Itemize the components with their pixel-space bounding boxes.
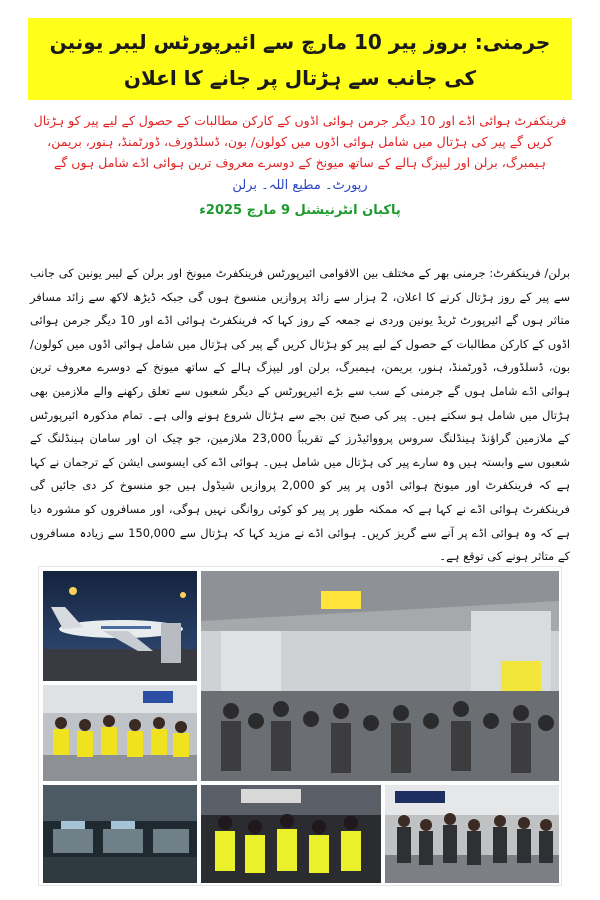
article-body: برلن/ فرینکفرٹ: جرمنی بھر کے مختلف بین الاقوامی ائیرپورٹس فرینکفرٹ میونخ اور برلن کے لیبر یونین کی جانب سے پیر کے روز ہڑتال کرنے کا اعلان، 2 ہزار سے زائد پروازیں منسوخ ہوں گی جبکہ ڈیڑھ لاکھ سے زائد مسافر متاثر ہوں گے ائیرپورٹ ٹریڈ یونین وردی نے جمعہ کے روز کہا کہ فرینکفرٹ ہوائی اڈے اور 10 دیگر جرمن ہوائی اڈوں کے کارکن مطالبات کے حصول کے لیے پیر کو ہڑتال کریں گے پیر کی ہڑتال میں شامل ہوائی اڈوں میں کولون/ بون، ڈسلڈورف، ڈورٹمنڈ، ہنور، بریمن، ہیمبرگ، برلن اور لیپزگ ہالے کے ساتھ میونخ کے دوسرے معروف ترین ہوائی اڈے شامل ہوں گے جرمنی کے سب سے بڑے ائیرپورٹس کے دیگر شعبوں سے تعلق رکھنے والے ملازمین بھی ہڑتال میں شامل ہو سکتے ہیں۔ پیر کی صبح تین بجے سے ہڑتال شروع ہونے والی ہے۔ تمام مذکورہ ائیرپورٹس کے ملازمین گراؤنڈ ہینڈلنگ سروس پرووائیڈرز کے تقریباً 23,000 ملازمین، جو چیک ان اور سامان ہینڈلنگ کے شعبوں سے وابستہ ہیں وہ سارے پیر کی ہڑتال میں شامل ہیں۔ ہوائی اڈے کی ایسوسی ایشن کے ترجمان نے کہا ہے کہ فرینکفرٹ اور میونخ ہوائی اڈوں پر پیر کو 2,000 پروازیں شیڈول ہیں جو منسوخ کر دی جائیں گی فرینکفرٹ ہوائی اڈے نے کہا ہے کہ ممکنہ طور پر پیر کو کوئی روانگی نہیں ہوگی، اور مسافروں کو مشورہ دیا ہے کہ وہ ہوائی اڈے پر آنے سے گریز کریں۔ ہوائی اڈے نے مزید کہا کہ ہڑتال سے 150,000 سے زیادہ مسافروں کے متاثر ہونے کی توقع ہے۔	[30, 266, 570, 564]
crowded-terminal-photo	[201, 571, 559, 781]
subheadline: فرینکفرٹ ہوائی اڈے اور 10 دیگر جرمن ہوائی اڈوں کے کارکن مطالبات کے حصول کے لیے پیر کو ہڑتال کریں گے پیر کی ہڑتال میں شامل ہوائی اڈوں میں کولون/ بون، ڈسلڈورف، ڈورٹمنڈ، ہنور، بریمن، ہیمبرگ، برلن اور لیپزگ ہالے کے ساتھ میونخ کے دوسرے معروف ترین ہوائی اڈے شامل ہوں گے	[33, 113, 567, 170]
strike-workers-photo	[43, 685, 197, 781]
headline: جرمنی: بروز پیر 10 مارچ سے ائیرپورٹس لیبر یونین کی جانب سے ہڑتال پر جانے کا اعلان	[49, 30, 551, 90]
headline-banner	[28, 18, 572, 100]
reporter-byline: رپورٹ۔ مطیع اللہ۔ برلن	[232, 178, 368, 193]
workers-hi-vis-photo	[201, 785, 381, 883]
photo-collage	[38, 566, 562, 886]
empty-checkin-desks-photo	[43, 785, 197, 883]
airplane-at-night-photo	[43, 571, 197, 681]
publication-date: پاکبان انٹرنیشنل 9 مارچ 2025ء	[199, 203, 401, 218]
passengers-queue-photo	[385, 785, 559, 883]
